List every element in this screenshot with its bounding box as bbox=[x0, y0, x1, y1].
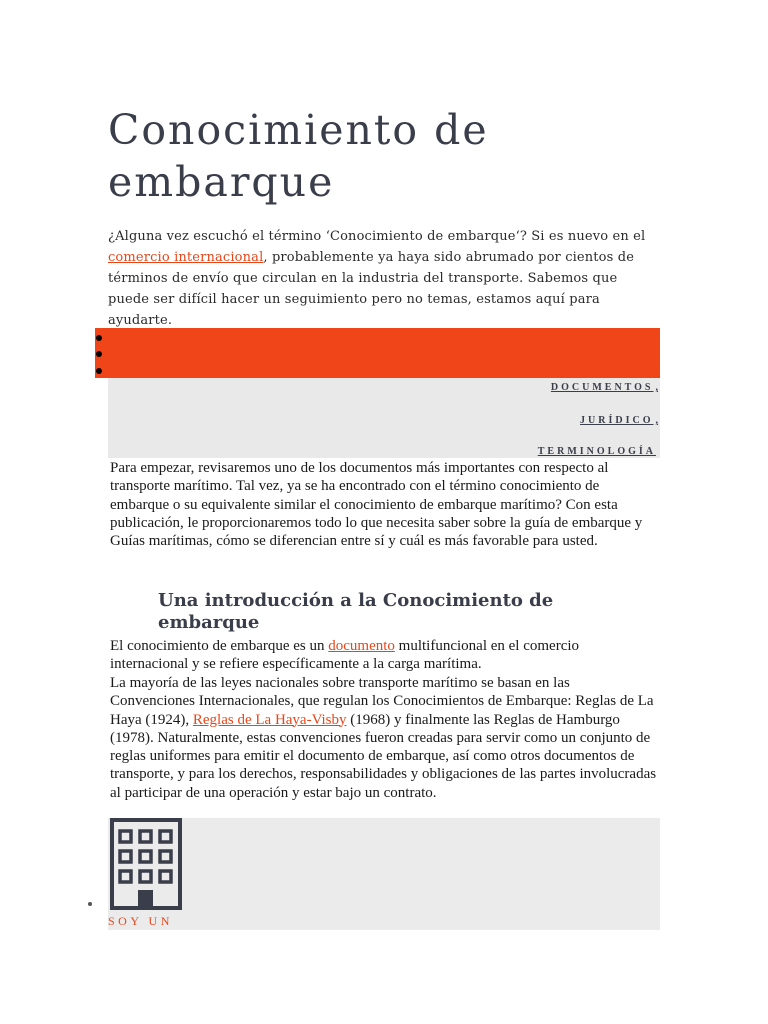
documento-link[interactable]: documento bbox=[328, 638, 395, 654]
paragraph-text-end: (1968) y finalmente las Reglas de Hamburgo (1978). Naturalmente, estas convenciones fueron creadas para servir como un conjunto de reglas uniformes para emitir el documento de embarque, así como otros documentos de transporte, y para los derechos, responsabilidades y obligaciones de las partes involucradas al participar de una operación y estar bajo un contrato. bbox=[110, 711, 657, 801]
tag-juridico-link[interactable] bbox=[580, 415, 658, 426]
list-bullet bbox=[96, 351, 102, 357]
paragraph-documento bbox=[110, 637, 658, 674]
page-title: Conocimiento de embarque bbox=[108, 106, 489, 206]
intro-text-end: , probablemente ya haya sido abrumado por cientos de términos de envío que circulan en la industria del transporte. Sabemos que puede ser difícil hacer un seguimiento pero no temas, estamos aquí para ayudarte. bbox=[108, 250, 635, 328]
paragraph-para-empezar: Para empezar, revisaremos uno de los documentos más importantes con respecto al transporte marítimo. Tal vez, ya se ha encontrado con el término conocimiento de embarque o su equivalente similar el conocimiento de embarque marítimo? Con esta publicación, le proporcionaremos todo lo que necesita saber sobre la guía de embarque y Guías marítimas, cómo se diferencian entre sí y cuál es más favorable para usted. bbox=[110, 460, 643, 550]
orange-banner bbox=[95, 328, 660, 378]
tag-label: TERMINOLOGÍA bbox=[537, 446, 656, 457]
tag-terminologia-link[interactable] bbox=[538, 446, 658, 457]
tag-label: DOCUMENTOS bbox=[550, 382, 654, 393]
paragraph-text-start: La mayoría de las leyes nacionales sobre transporte marítimo se basan en las Convenciones Internacionales, que regulan los Conocimientos de Embarque: Reglas de La Haya (1924), bbox=[110, 675, 654, 728]
intro-text-start: ¿Alguna vez escuchó el término ‘Conocimiento de embarque‘? Si es nuevo en el bbox=[108, 229, 646, 244]
paragraph-text-end: multifuncional en el comercio internacional y se refiere específicamente a la carga marítima. bbox=[110, 638, 580, 673]
tag-separator: , bbox=[655, 382, 658, 393]
user-type-card[interactable] bbox=[108, 818, 660, 930]
tag-documentos-link[interactable] bbox=[551, 382, 658, 393]
building-icon bbox=[110, 818, 182, 910]
list-bullet bbox=[96, 368, 102, 374]
section-heading: Una introducción a la Conocimiento de embarque bbox=[158, 590, 554, 633]
tags-panel bbox=[108, 378, 660, 458]
card-label: SOY UN bbox=[108, 914, 173, 928]
list-bullet bbox=[96, 335, 102, 341]
paragraph-convenciones bbox=[110, 674, 658, 802]
comercio-internacional-link[interactable]: comercio internacional bbox=[108, 250, 264, 265]
tag-separator: , bbox=[655, 415, 658, 426]
paragraph-text-start: El conocimiento de embarque es un bbox=[110, 638, 329, 654]
list-bullet bbox=[88, 902, 92, 906]
tag-label: JURÍDICO bbox=[580, 415, 654, 426]
reglas-haya-visby-link[interactable]: Reglas de La Haya-Visby bbox=[192, 711, 347, 728]
intro-paragraph bbox=[108, 226, 660, 331]
